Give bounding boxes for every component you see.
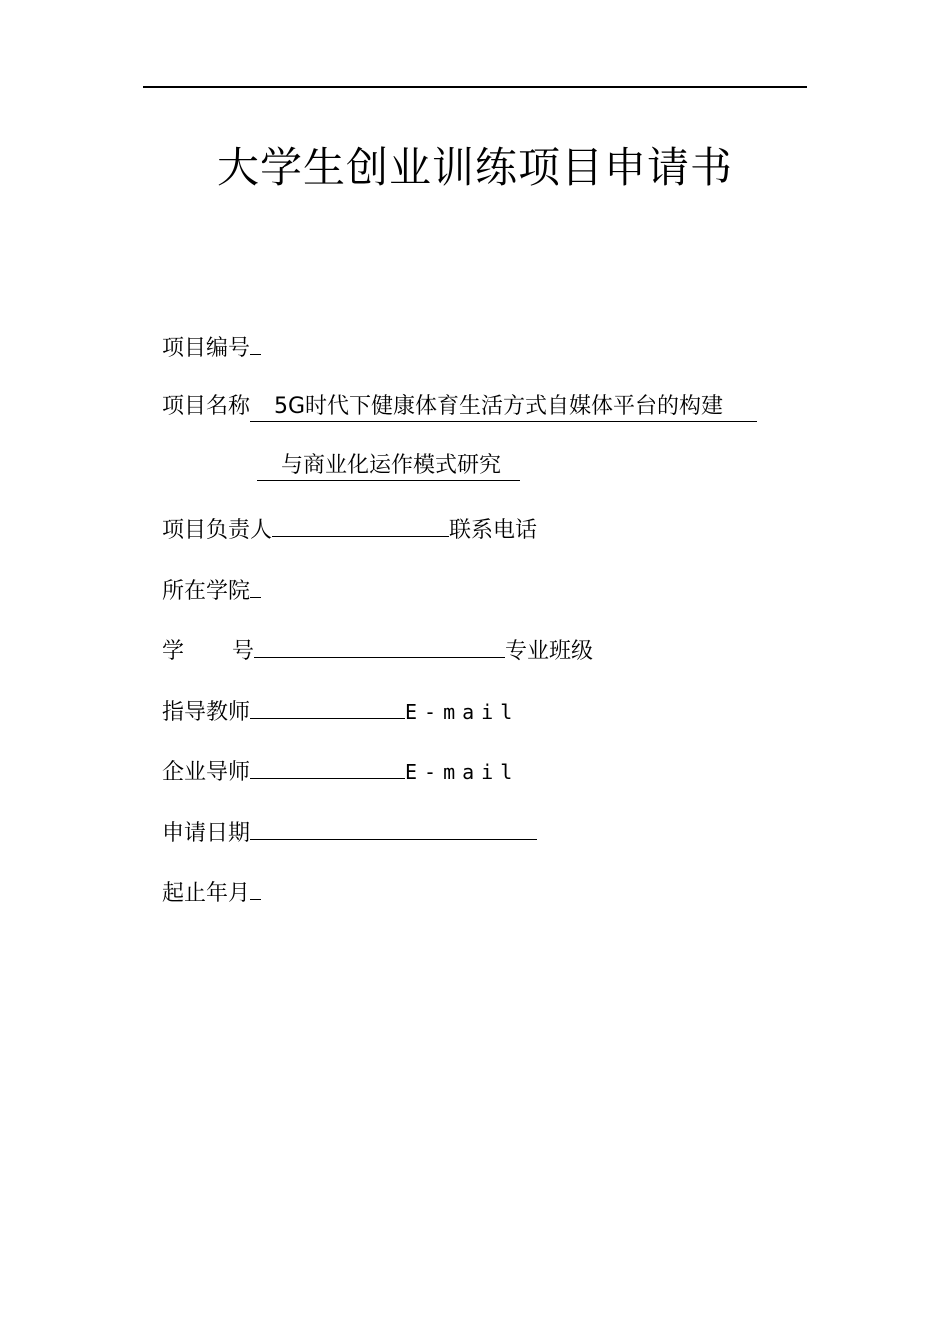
apply-date-row bbox=[162, 815, 537, 847]
advisor-row bbox=[162, 694, 519, 726]
college-field[interactable] bbox=[250, 573, 261, 598]
enterprise-mentor-field[interactable] bbox=[250, 754, 405, 779]
project-name-row bbox=[162, 391, 757, 423]
project-number-label: 项目编号 bbox=[162, 336, 251, 361]
apply-date-label: 申请日期 bbox=[162, 821, 251, 846]
project-leader-label: 项目负责人 bbox=[162, 518, 273, 543]
student-id-label-b: 号 bbox=[232, 639, 255, 664]
project-leader-field[interactable] bbox=[272, 512, 449, 537]
college-row bbox=[162, 573, 261, 605]
student-id-field[interactable] bbox=[254, 633, 505, 658]
project-leader-row bbox=[162, 512, 537, 544]
project-name-value-line1[interactable]: 5G时代下健康体育生活方式自媒体平台的构建 bbox=[250, 393, 757, 422]
college-label: 所在学院 bbox=[162, 579, 251, 604]
advisor-label: 指导教师 bbox=[162, 700, 251, 725]
project-name-row-2 bbox=[257, 452, 520, 484]
enterprise-mentor-label: 企业导师 bbox=[162, 760, 251, 785]
project-name-label: 项目名称 bbox=[162, 394, 251, 419]
major-class-label: 专业班级 bbox=[505, 639, 594, 664]
project-name-value-line2[interactable]: 与商业化运作模式研究 bbox=[257, 452, 520, 481]
period-row bbox=[162, 875, 261, 907]
student-id-row bbox=[162, 633, 593, 665]
phone-label: 联系电话 bbox=[449, 518, 538, 543]
student-id-label-a: 学 bbox=[162, 639, 185, 664]
mentor-email-label: E-mail bbox=[405, 760, 520, 784]
period-field[interactable] bbox=[250, 875, 261, 900]
project-number-row bbox=[162, 330, 261, 362]
top-rule bbox=[143, 86, 807, 88]
advisor-field[interactable] bbox=[250, 694, 405, 719]
enterprise-mentor-row bbox=[162, 754, 519, 786]
advisor-email-label: E-mail bbox=[405, 700, 520, 724]
period-label: 起止年月 bbox=[162, 881, 251, 906]
apply-date-field[interactable] bbox=[250, 815, 537, 840]
project-number-field[interactable] bbox=[250, 330, 261, 355]
document-title: 大学生创业训练项目申请书 bbox=[216, 143, 733, 192]
